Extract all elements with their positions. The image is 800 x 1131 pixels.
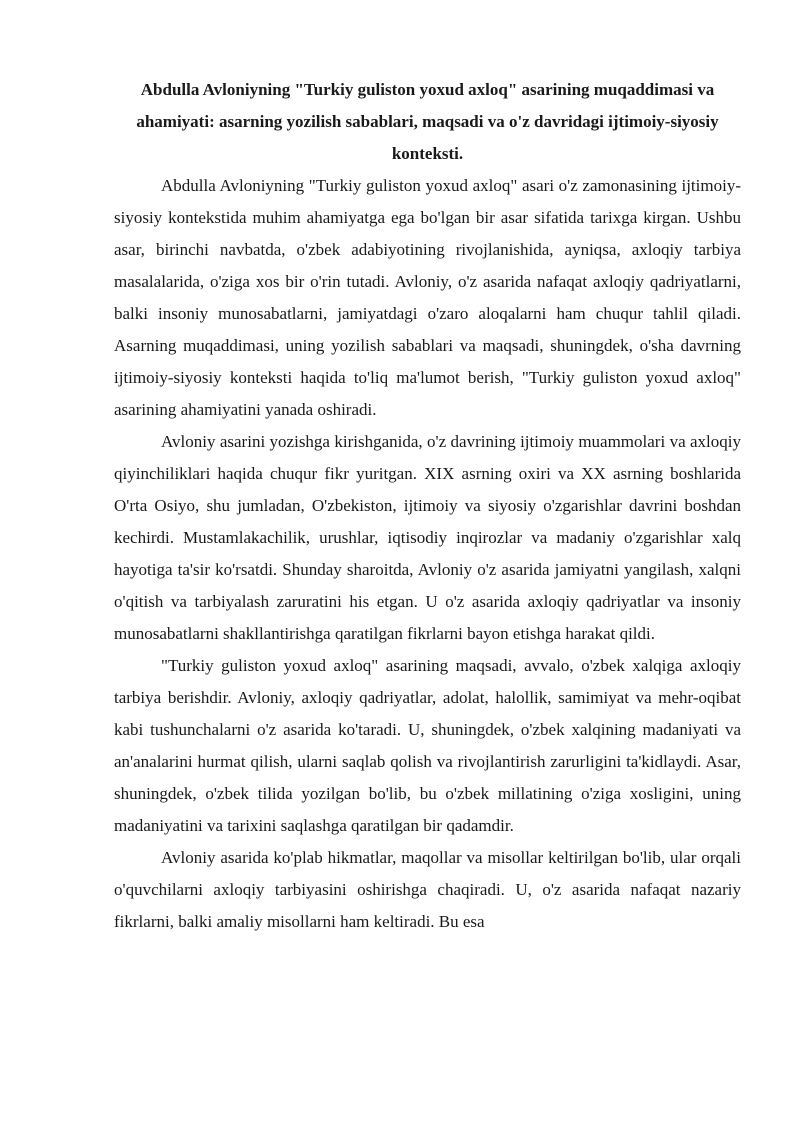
paragraph-3: "Turkiy guliston yoxud axloq" asarining maqsadi, avvalo, o'zbek xalqiga axloqiy tarbiya berishdir. Avloniy, axloqiy qadriyatlar, adolat, halollik, samimiyat va mehr-oqibat kabi tushunchalarni o'z asarida ko'taradi. U, shuningdek, o'zbek xalqining madaniyati va an'analarini hurmat qilish, ularni saqlab qolish va rivojlantirish zarurligini ta'kidlaydi. Asar, shuningdek, o'zbek tilida yozilgan bo'lib, bu o'zbek millatining o'ziga xosligini, uning madaniyatini va tarixini saqlashga qaratilgan bir qadamdir. xyxy=(114,656,741,835)
paragraph-2: Avloniy asarini yozishga kirishganida, o'z davrining ijtimoiy muammolari va axloqiy qiyinchiliklari haqida chuqur fikr yuritgan. XIX asrning oxiri va XX asrning boshlarida O'rta Osiyo, shu jumladan, O'zbekiston, ijtimoiy va siyosiy o'zgarishlar davrini boshdan kechirdi. Mustamlakachilik, urushlar, iqtisodiy inqirozlar va madaniy o'zgarishlar xalq hayotiga ta'sir ko'rsatdi. Shunday sharoitda, Avloniy o'z asarida jamiyatni yangilash, xalqni o'qitish va tarbiyalash zaruratini his etgan. U o'z asarida axloqiy qadriyatlar va insoniy munosabatlarni shakllantirishga qaratilgan fikrlarni bayon etishga harakat qildi. xyxy=(114,432,741,643)
document-page xyxy=(114,74,741,938)
paragraph-1: Abdulla Avloniyning "Turkiy guliston yoxud axloq" asari o'z zamonasining ijtimoiy-siyosiy kontekstida muhim ahamiyatga ega bo'lgan bir asar sifatida tarixga kirgan. Ushbu asar, birinchi navbatda, o'zbek adabiyotining rivojlanishida, ayniqsa, axloqiy tarbiya masalalarida, o'ziga xos bir o'rin tutadi. Avloniy, o'z asarida nafaqat axloqiy qadriyatlarni, balki insoniy munosabatlarni, jamiyatdagi o'zaro aloqalarni ham chuqur tahlil qiladi. Asarning muqaddimasi, uning yozilish sabablari va maqsadi, shuningdek, o'sha davrning ijtimoiy-siyosiy konteksti haqida to'liq ma'lumot berish, "Turkiy guliston yoxud axloq" asarining ahamiyatini yanada oshiradi. xyxy=(114,176,741,419)
document-title: Abdulla Avloniyning "Turkiy guliston yoxud axloq" asarining muqaddimasi va ahamiyati: asarning yozilish sabablari, maqsadi va o'z davridagi ijtimoiy-siyosiy konteksti. xyxy=(136,80,719,163)
paragraph-4: Avloniy asarida ko'plab hikmatlar, maqollar va misollar keltirilgan bo'lib, ular orqali o'quvchilarni axloqiy tarbiyasini oshirishga chaqiradi. U, o'z asarida nafaqat nazariy fikrlarni, balki amaliy misollarni ham keltiradi. Bu esa xyxy=(114,848,741,931)
